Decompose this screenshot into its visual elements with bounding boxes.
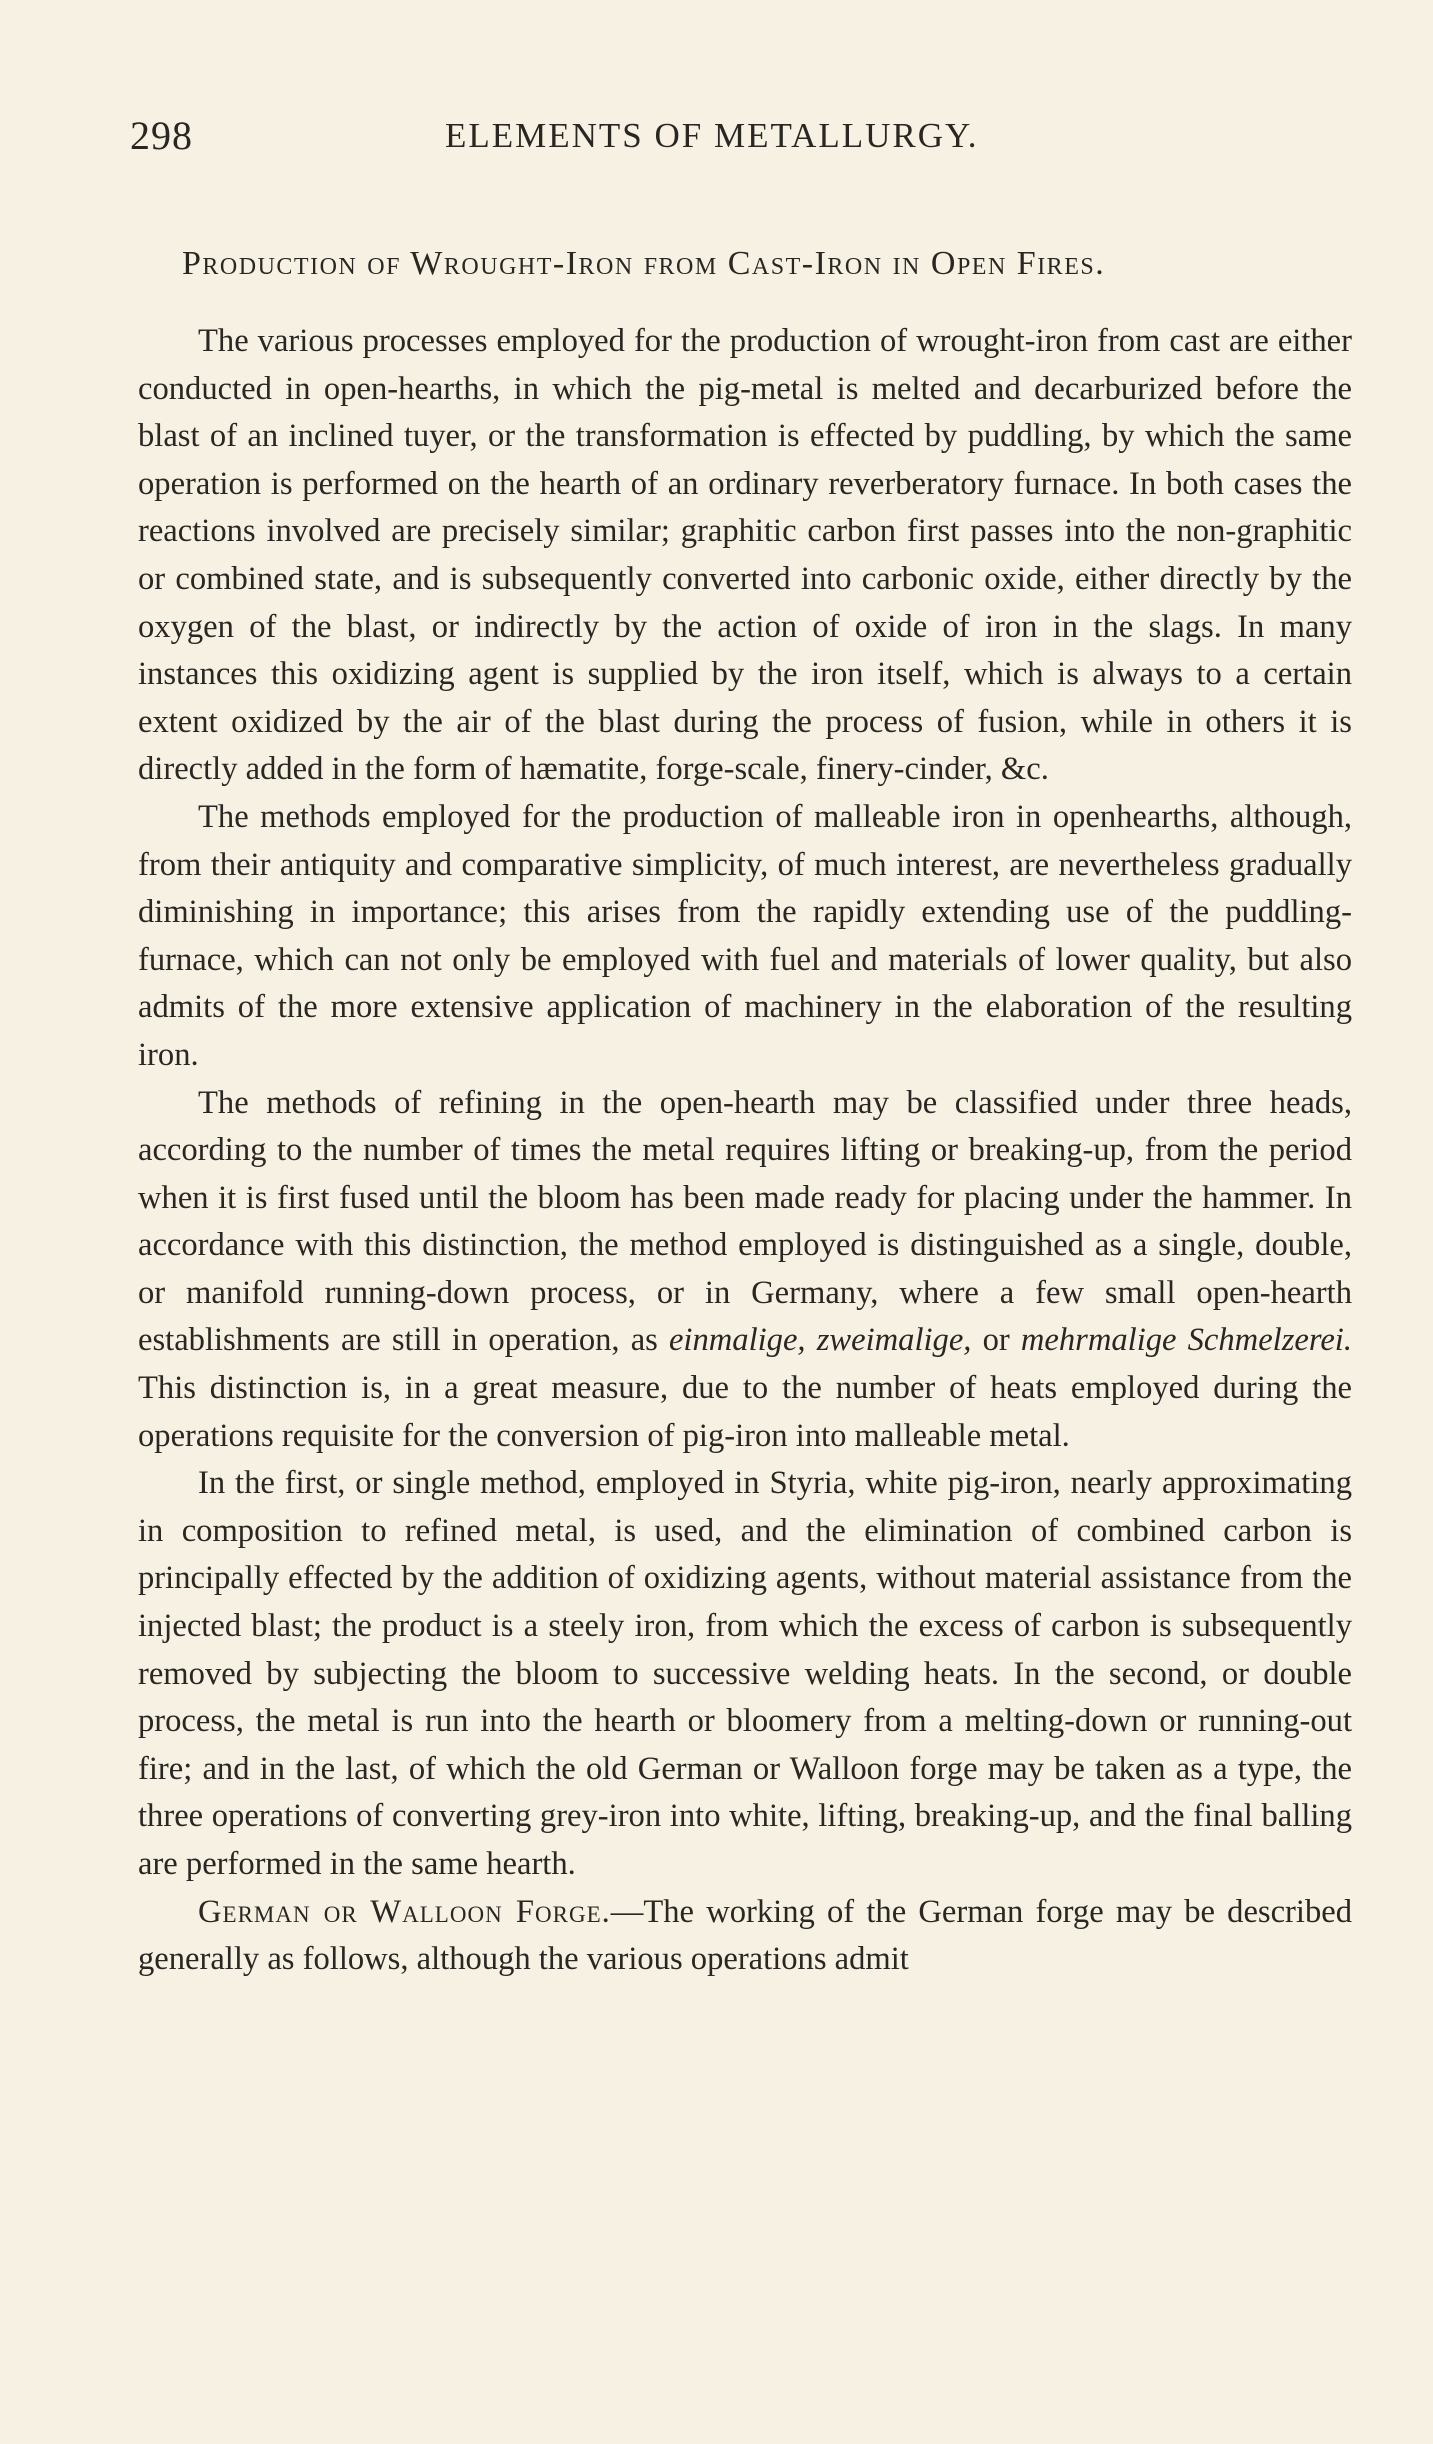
paragraph-3-text-a: The methods of refining in the open-hearth may be classified under three heads, according to the number of times the metal requires lifting or breaking-up, from the period when it is first fused until the bloom has been made ready for placing under the hammer. In accordance with this distinction, the method employed is distinguished as a single, double, or manifold running-down process, or in Germany, where a few small open-hearth establishments are still in operation, as — [138, 1084, 1352, 1359]
paragraph-4: In the first, or single method, employed in Styria, white pig-iron, nearly approximating in composition to refined metal, is used, and the elimination of combined carbon is principally effected by the addition of oxidizing agents, without material assistance from the injected blast; the product is a steely iron, from which the excess of carbon is subsequently removed by subjecting the bloom to successive welding heats. In the second, or double process, the metal is run into the hearth or bloomery from a melting-down or running-out fire; and in the last, of which the old German or Walloon forge may be taken as a type, the three operations of converting grey-iron into white, lifting, breaking-up, and the final balling are performed in the same hearth. — [138, 1465, 1352, 1882]
german-term-1: einmalige, zweimalige, — [668, 1322, 972, 1359]
paragraph-2: The methods employed for the production of malleable iron in openhearths, although, from their antiquity and comparative simplicity, of much interest, are nevertheless gradually diminishing in importance; this arises from the rapidly extending use of the puddling-furnace, which can not only be employed with fuel and materials of lower quality, but also admits of the more extensive application of machinery in the elaboration of the resulting iron. — [138, 798, 1352, 1073]
body-text — [138, 318, 1352, 1984]
section-title: Production of Wrought-Iron from Cast-Iron in Open Fires. — [182, 245, 1106, 282]
paragraph-5-text: —The working of the German forge may be described generally as follows, although the various operations admit — [138, 1893, 1352, 1978]
paragraph-1: The various processes employed for the production of wrought-iron from cast are either conducted in open-hearths, in which the pig-metal is melted and decarburized before the blast of an inclined tuyer, or the transformation is effected by puddling, by which the same operation is performed on the hearth of an ordinary reverberatory furnace. In both cases the reactions involved are precisely similar; graphitic carbon first passes into the non-graphitic or combined state, and is subsequently converted into carbonic oxide, either directly by the oxygen of the blast, or indirectly by the action of oxide of iron in the slags. In many instances this oxidizing agent is supplied by the iron itself, which is always to a certain extent oxidized by the air of the blast during the process of fusion, while in others it is directly added in the form of hæmatite, forge-scale, finery-cinder, &c. — [138, 323, 1352, 788]
subsection-heading: German or Walloon Forge. — [198, 1893, 611, 1930]
page-number: 298 — [130, 113, 193, 158]
running-title: ELEMENTS OF METALLURGY. — [445, 116, 979, 155]
paragraph-3 — [138, 1080, 1352, 1461]
paragraph-5 — [138, 1889, 1352, 1984]
paragraph-3-text-b: or — [971, 1322, 1021, 1359]
paragraph-3-text-c: This distinction is, in a great measure, due to the number of heats employed during the operations requisite for the conversion of pig-iron into malleable metal. — [138, 1370, 1352, 1454]
german-term-2: mehrmalige Schmelzerei. — [1020, 1322, 1352, 1359]
running-header — [130, 112, 1360, 172]
